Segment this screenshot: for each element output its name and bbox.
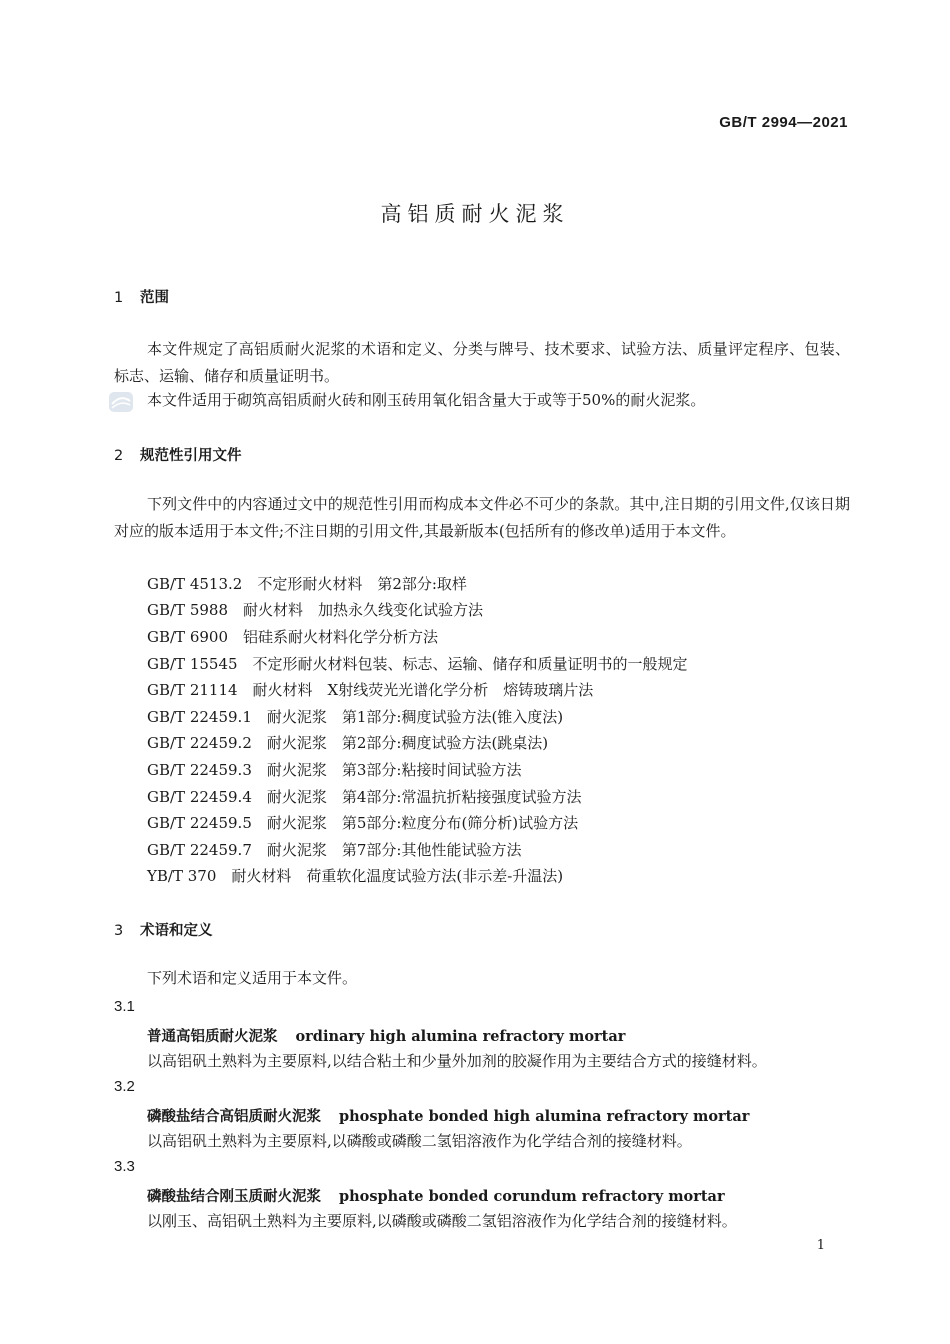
reference-item: GB/T 22459.4 耐火泥浆 第4部分:常温抗折粘接强度试验方法: [147, 788, 582, 806]
term-definition: 以高铝矾土熟料为主要原料,以结合粘土和少量外加剂的胶凝作用为主要结合方式的接缝材料。: [147, 1052, 767, 1070]
reference-item: GB/T 4513.2 不定形耐火材料 第2部分:取样: [147, 575, 467, 593]
document-title: 高铝质耐火泥浆: [380, 202, 570, 226]
reference-item: GB/T 22459.5 耐火泥浆 第5部分:粒度分布(筛分析)试验方法: [147, 814, 579, 832]
reference-item: GB/T 22459.2 耐火泥浆 第2部分:稠度试验方法(跳桌法): [147, 734, 549, 752]
section-1-paragraph-2: 本文件适用于砌筑高铝质耐火砖和刚玉砖用氧化铝含量大于或等于50%的耐火泥浆。: [147, 391, 706, 409]
reference-item: GB/T 6900 铝硅系耐火材料化学分析方法: [147, 628, 439, 646]
term-name-en: phosphate bonded high alumina refractory mortar: [339, 1108, 750, 1125]
page-number: 1: [816, 1238, 825, 1253]
term-number: 3.2: [114, 1078, 135, 1095]
term-name-zh: 磷酸盐结合高铝质耐火泥浆: [147, 1109, 321, 1125]
term-name-en: phosphate bonded corundum refractory mortar: [339, 1188, 725, 1205]
section-2-heading: [114, 444, 242, 465]
standard-code: GB/T 2994—2021: [719, 114, 848, 131]
reference-item: GB/T 22459.1 耐火泥浆 第1部分:稠度试验方法(锥入度法): [147, 708, 564, 726]
term-name-zh: 普通高铝质耐火泥浆: [147, 1029, 278, 1045]
term-number: 3.3: [114, 1158, 135, 1175]
reference-item: GB/T 22459.7 耐火泥浆 第7部分:其他性能试验方法: [147, 841, 522, 859]
reference-item: YB/T 370 耐火材料 荷重软化温度试验方法(非示差-升温法): [147, 867, 564, 885]
term-name-en: ordinary high alumina refractory mortar: [295, 1028, 626, 1045]
section-title: 术语和定义: [140, 923, 213, 939]
reference-item: GB/T 21114 耐火材料 X射线荧光光谱化学分析 熔铸玻璃片法: [147, 681, 594, 699]
term-name-zh: 磷酸盐结合刚玉质耐火泥浆: [147, 1189, 321, 1205]
section-number: 1: [114, 290, 124, 306]
section-number: 3: [114, 923, 124, 939]
section-number: 2: [114, 448, 124, 464]
term-name: [147, 1185, 725, 1206]
section-2-paragraph-1: 下列文件中的内容通过文中的规范性引用而构成本文件必不可少的条款。其中,注日期的引用文件,仅该日期对应的版本适用于本文件;不注日期的引用文件,其最新版本(包括所有的修改单)适用于本文件。: [114, 495, 850, 540]
reference-item: GB/T 15545 不定形耐火材料包装、标志、运输、储存和质量证明书的一般规定: [147, 655, 688, 673]
term-name: [147, 1105, 749, 1126]
term-number: 3.1: [114, 998, 135, 1015]
term-definition: 以刚玉、高铝矾土熟料为主要原料,以磷酸或磷酸二氢铝溶液作为化学结合剂的接缝材料。: [147, 1212, 737, 1230]
term-definition: 以高铝矾土熟料为主要原料,以磷酸或磷酸二氢铝溶液作为化学结合剂的接缝材料。: [147, 1132, 692, 1150]
section-3-paragraph-1: 下列术语和定义适用于本文件。: [147, 969, 358, 987]
section-1-paragraph-1: 本文件规定了高铝质耐火泥浆的术语和定义、分类与牌号、技术要求、试验方法、质量评定程序、包装、标志、运输、储存和质量证明书。: [114, 340, 850, 385]
term-name: [147, 1025, 625, 1046]
section-title: 规范性引用文件: [140, 448, 242, 464]
section-title: 范围: [140, 290, 169, 306]
section-1-heading: [114, 286, 169, 307]
reference-item: GB/T 22459.3 耐火泥浆 第3部分:粘接时间试验方法: [147, 761, 522, 779]
reference-item: GB/T 5988 耐火材料 加热永久线变化试验方法: [147, 601, 484, 619]
section-3-heading: [114, 919, 213, 940]
